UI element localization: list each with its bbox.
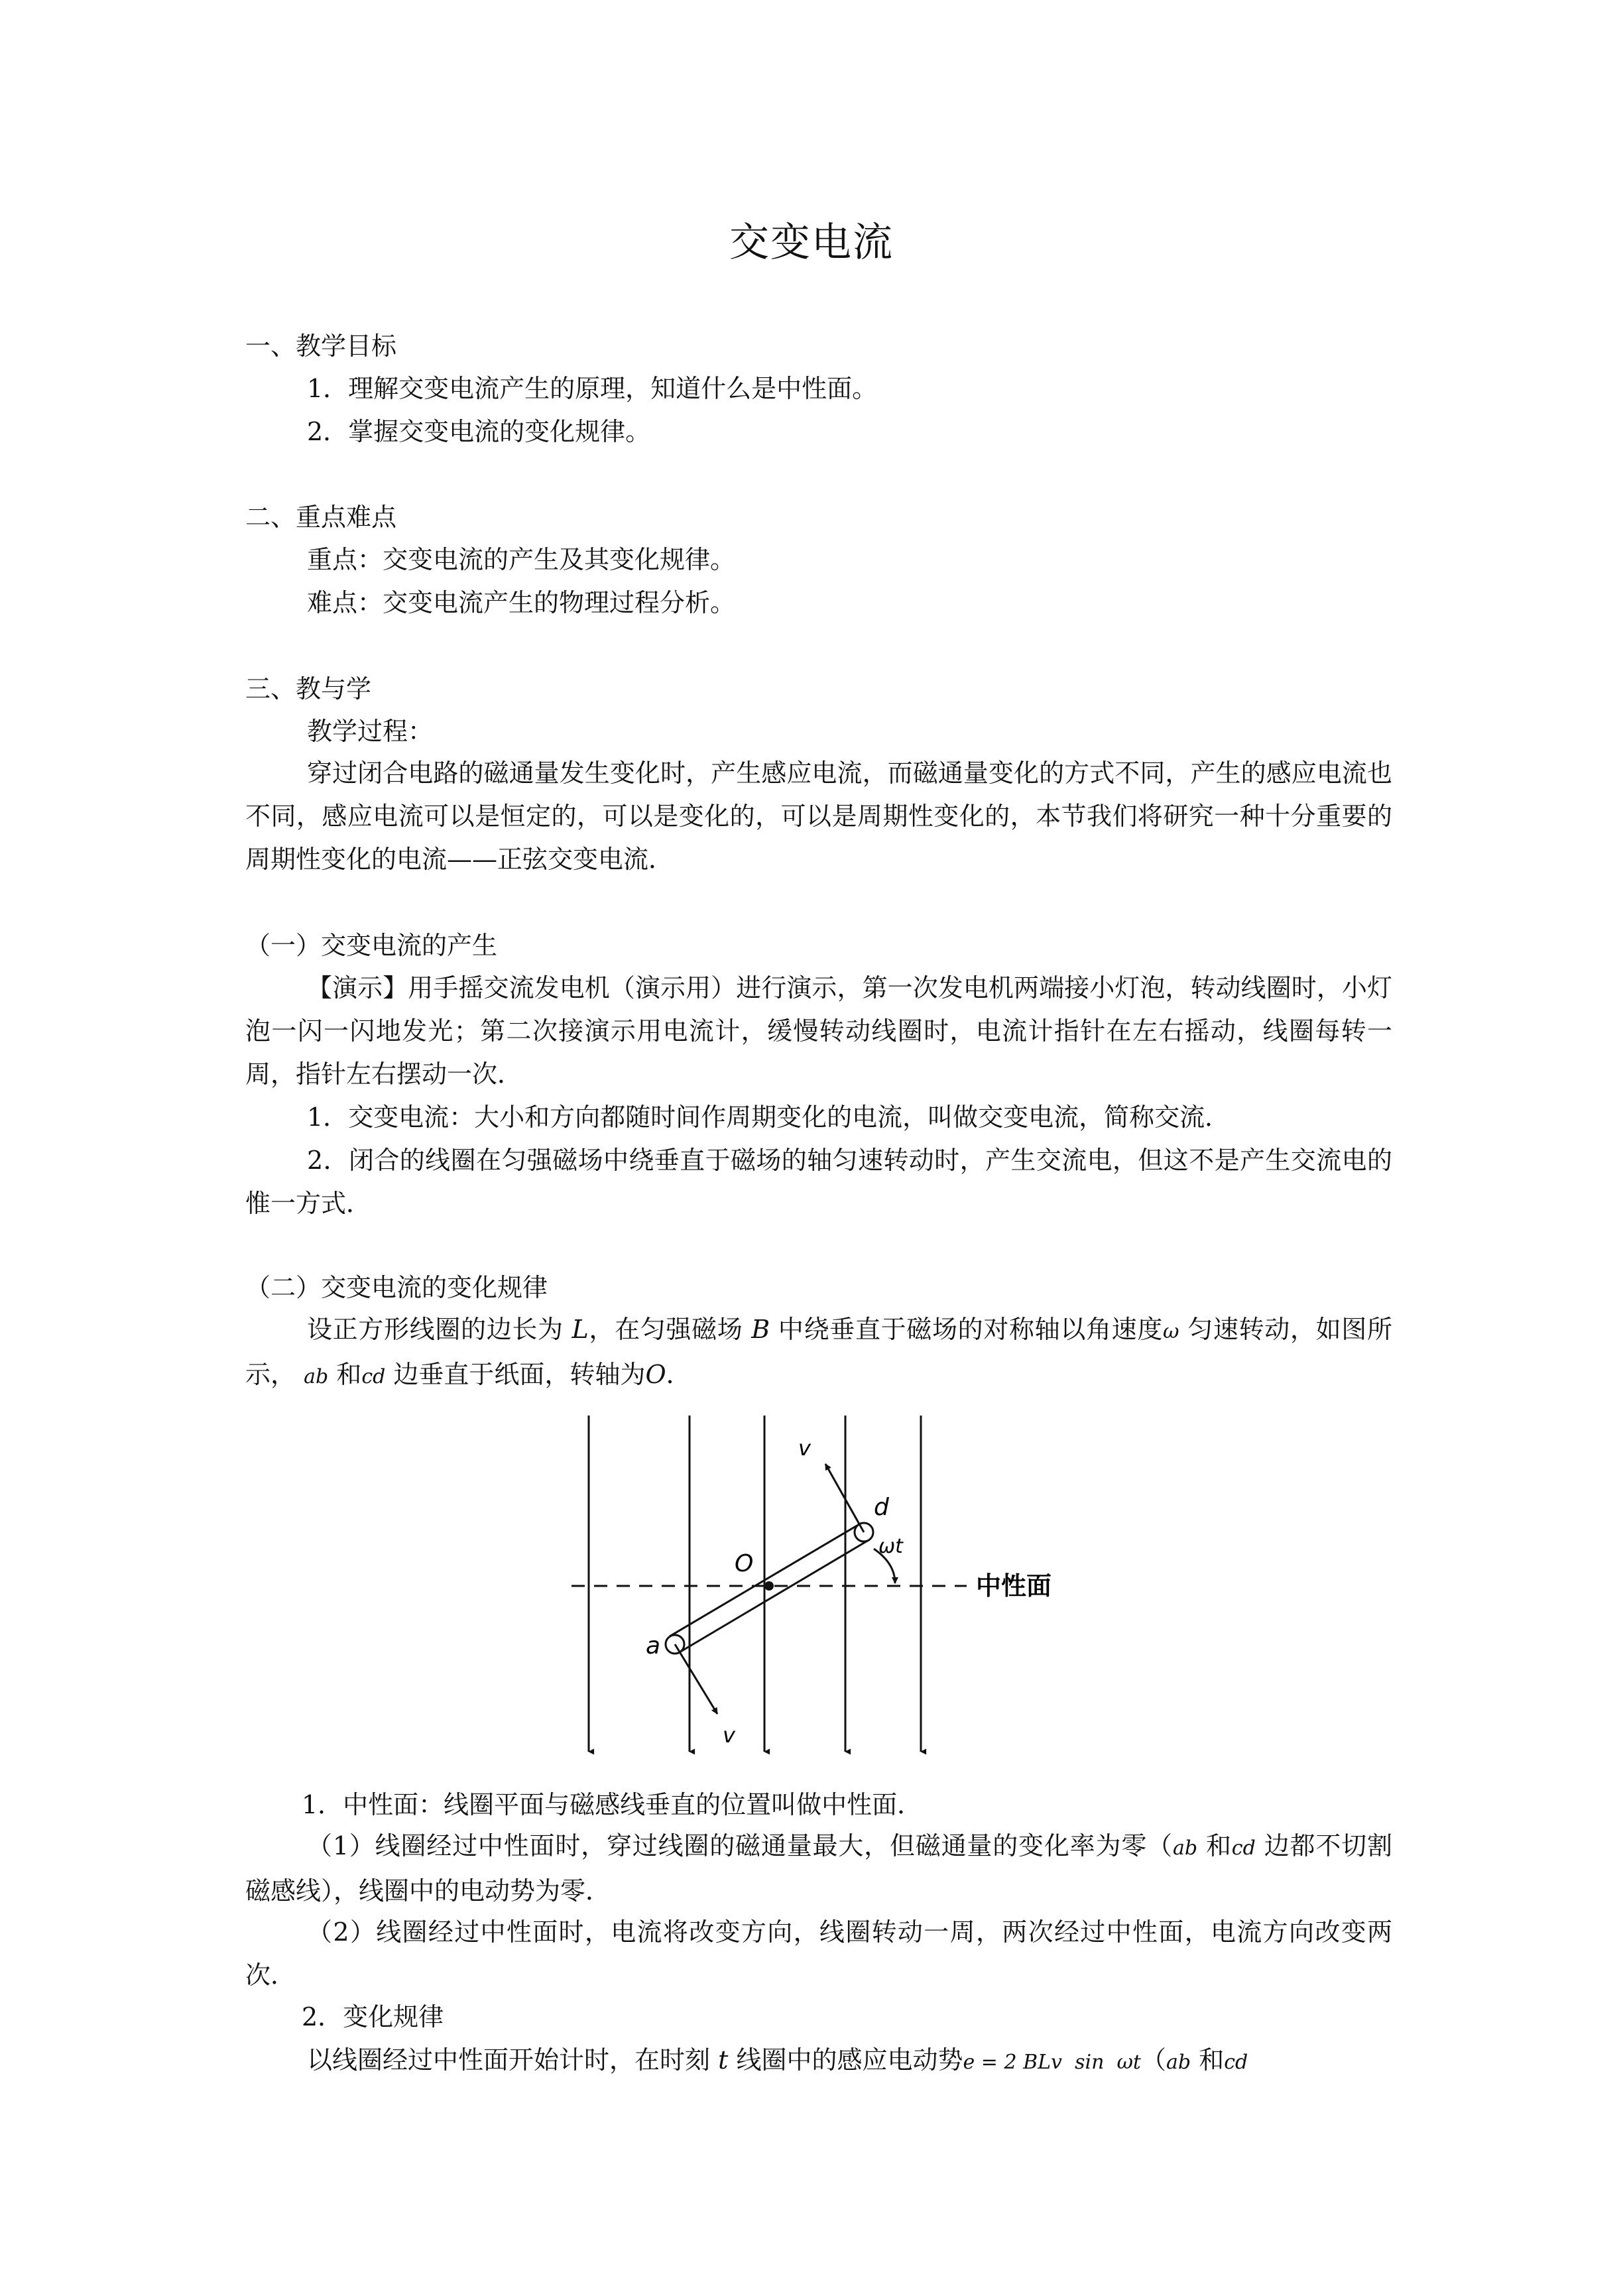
keypoint-item-1: 重点：交变电流的产生及其变化规律。 bbox=[307, 545, 736, 574]
part1-heading: （一）交变电流的产生 bbox=[245, 931, 498, 960]
intro-paragraph: 穿过闭合电路的磁通量发生变化时，产生感应电流，而磁通量变化的方式不同，产生的感应电流也不同，感应电流可以是恒定的，可以是变化的，可以是周期性变化的，本节我们将研究一种十分重要的周期性变化的电流——正弦交变电流． bbox=[245, 758, 1392, 874]
law-paragraph: 以线圈经过中性面开始计时，在时刻 t 线圈中的感应电动势e = 2 BLv sin ωt（ab 和cd bbox=[307, 2045, 1248, 2075]
section-heading-teaching: 三、教与学 bbox=[245, 674, 372, 703]
label-v-bottom: v bbox=[723, 1722, 735, 1748]
law-heading: 2．变化规律 bbox=[302, 2002, 444, 2031]
section-heading-keypoints: 二、重点难点 bbox=[245, 503, 397, 532]
teaching-process-label: 教学过程： bbox=[307, 717, 434, 746]
magnetic-field-lines bbox=[589, 1416, 921, 1752]
objective-item-1: 1．理解交变电流产生的原理，知道什么是中性面。 bbox=[307, 374, 878, 403]
ac-generation-note: 2．闭合的线圈在匀强磁场中绕垂直于磁场的轴匀速转动时，产生交流电，但这不是产生交流电的惟一方式． bbox=[245, 1146, 1392, 1218]
neutral-plane-definition: 1．中性面：线圈平面与磁感线垂直的位置叫做中性面． bbox=[302, 1790, 923, 1819]
objective-item-2: 2．掌握交变电流的变化规律。 bbox=[307, 417, 651, 446]
neutral-note-1: （1）线圈经过中性面时，穿过线圈的磁通量最大，但磁通量的变化率为零（ab 和cd 边都不切割磁感线），线圈中的电动势为零． bbox=[245, 1831, 1392, 1905]
label-a: a bbox=[646, 1632, 661, 1660]
part2-heading: （二）交变电流的变化规律 bbox=[245, 1273, 548, 1302]
label-v-top: v bbox=[798, 1435, 811, 1461]
label-o: O bbox=[735, 1550, 754, 1577]
keypoint-item-2: 难点：交变电流产生的物理过程分析。 bbox=[307, 588, 736, 617]
setup-paragraph: 设正方形线圈的边长为 L，在匀强磁场 B 中绕垂直于磁场的对称轴以角速度ω 匀速转动，如图所示， ab 和cd 边垂直于纸面，转轴为O． bbox=[245, 1315, 1392, 1389]
coil-diagram bbox=[557, 1412, 1074, 1764]
label-d: d bbox=[874, 1494, 889, 1521]
velocity-arrow-bottom bbox=[675, 1644, 717, 1714]
neutral-note-2: （2）线圈经过中性面时，电流将改变方向，线圈转动一周，两次经过中性面，电流方向改变两次． bbox=[245, 1917, 1392, 1990]
axis-point-o bbox=[764, 1581, 774, 1591]
page-title: 交变电流 bbox=[729, 219, 894, 266]
ac-definition: 1．交变电流：大小和方向都随时间作周期变化的电流，叫做交变电流，简称交流． bbox=[307, 1103, 1231, 1132]
demo-paragraph: 【演示】用手摇交流发电机（演示用）进行演示，第一次发电机两端接小灯泡，转动线圈时，小灯泡一闪一闪地发光；第二次接演示用电流计，缓慢转动线圈时，电流计指针在左右摇动，线圈每转一周，指针左右摆动一次． bbox=[245, 973, 1392, 1089]
label-omega-t: ωt bbox=[878, 1535, 903, 1558]
label-neutral-plane: 中性面 bbox=[976, 1571, 1052, 1601]
section-heading-objectives: 一、教学目标 bbox=[245, 332, 397, 361]
